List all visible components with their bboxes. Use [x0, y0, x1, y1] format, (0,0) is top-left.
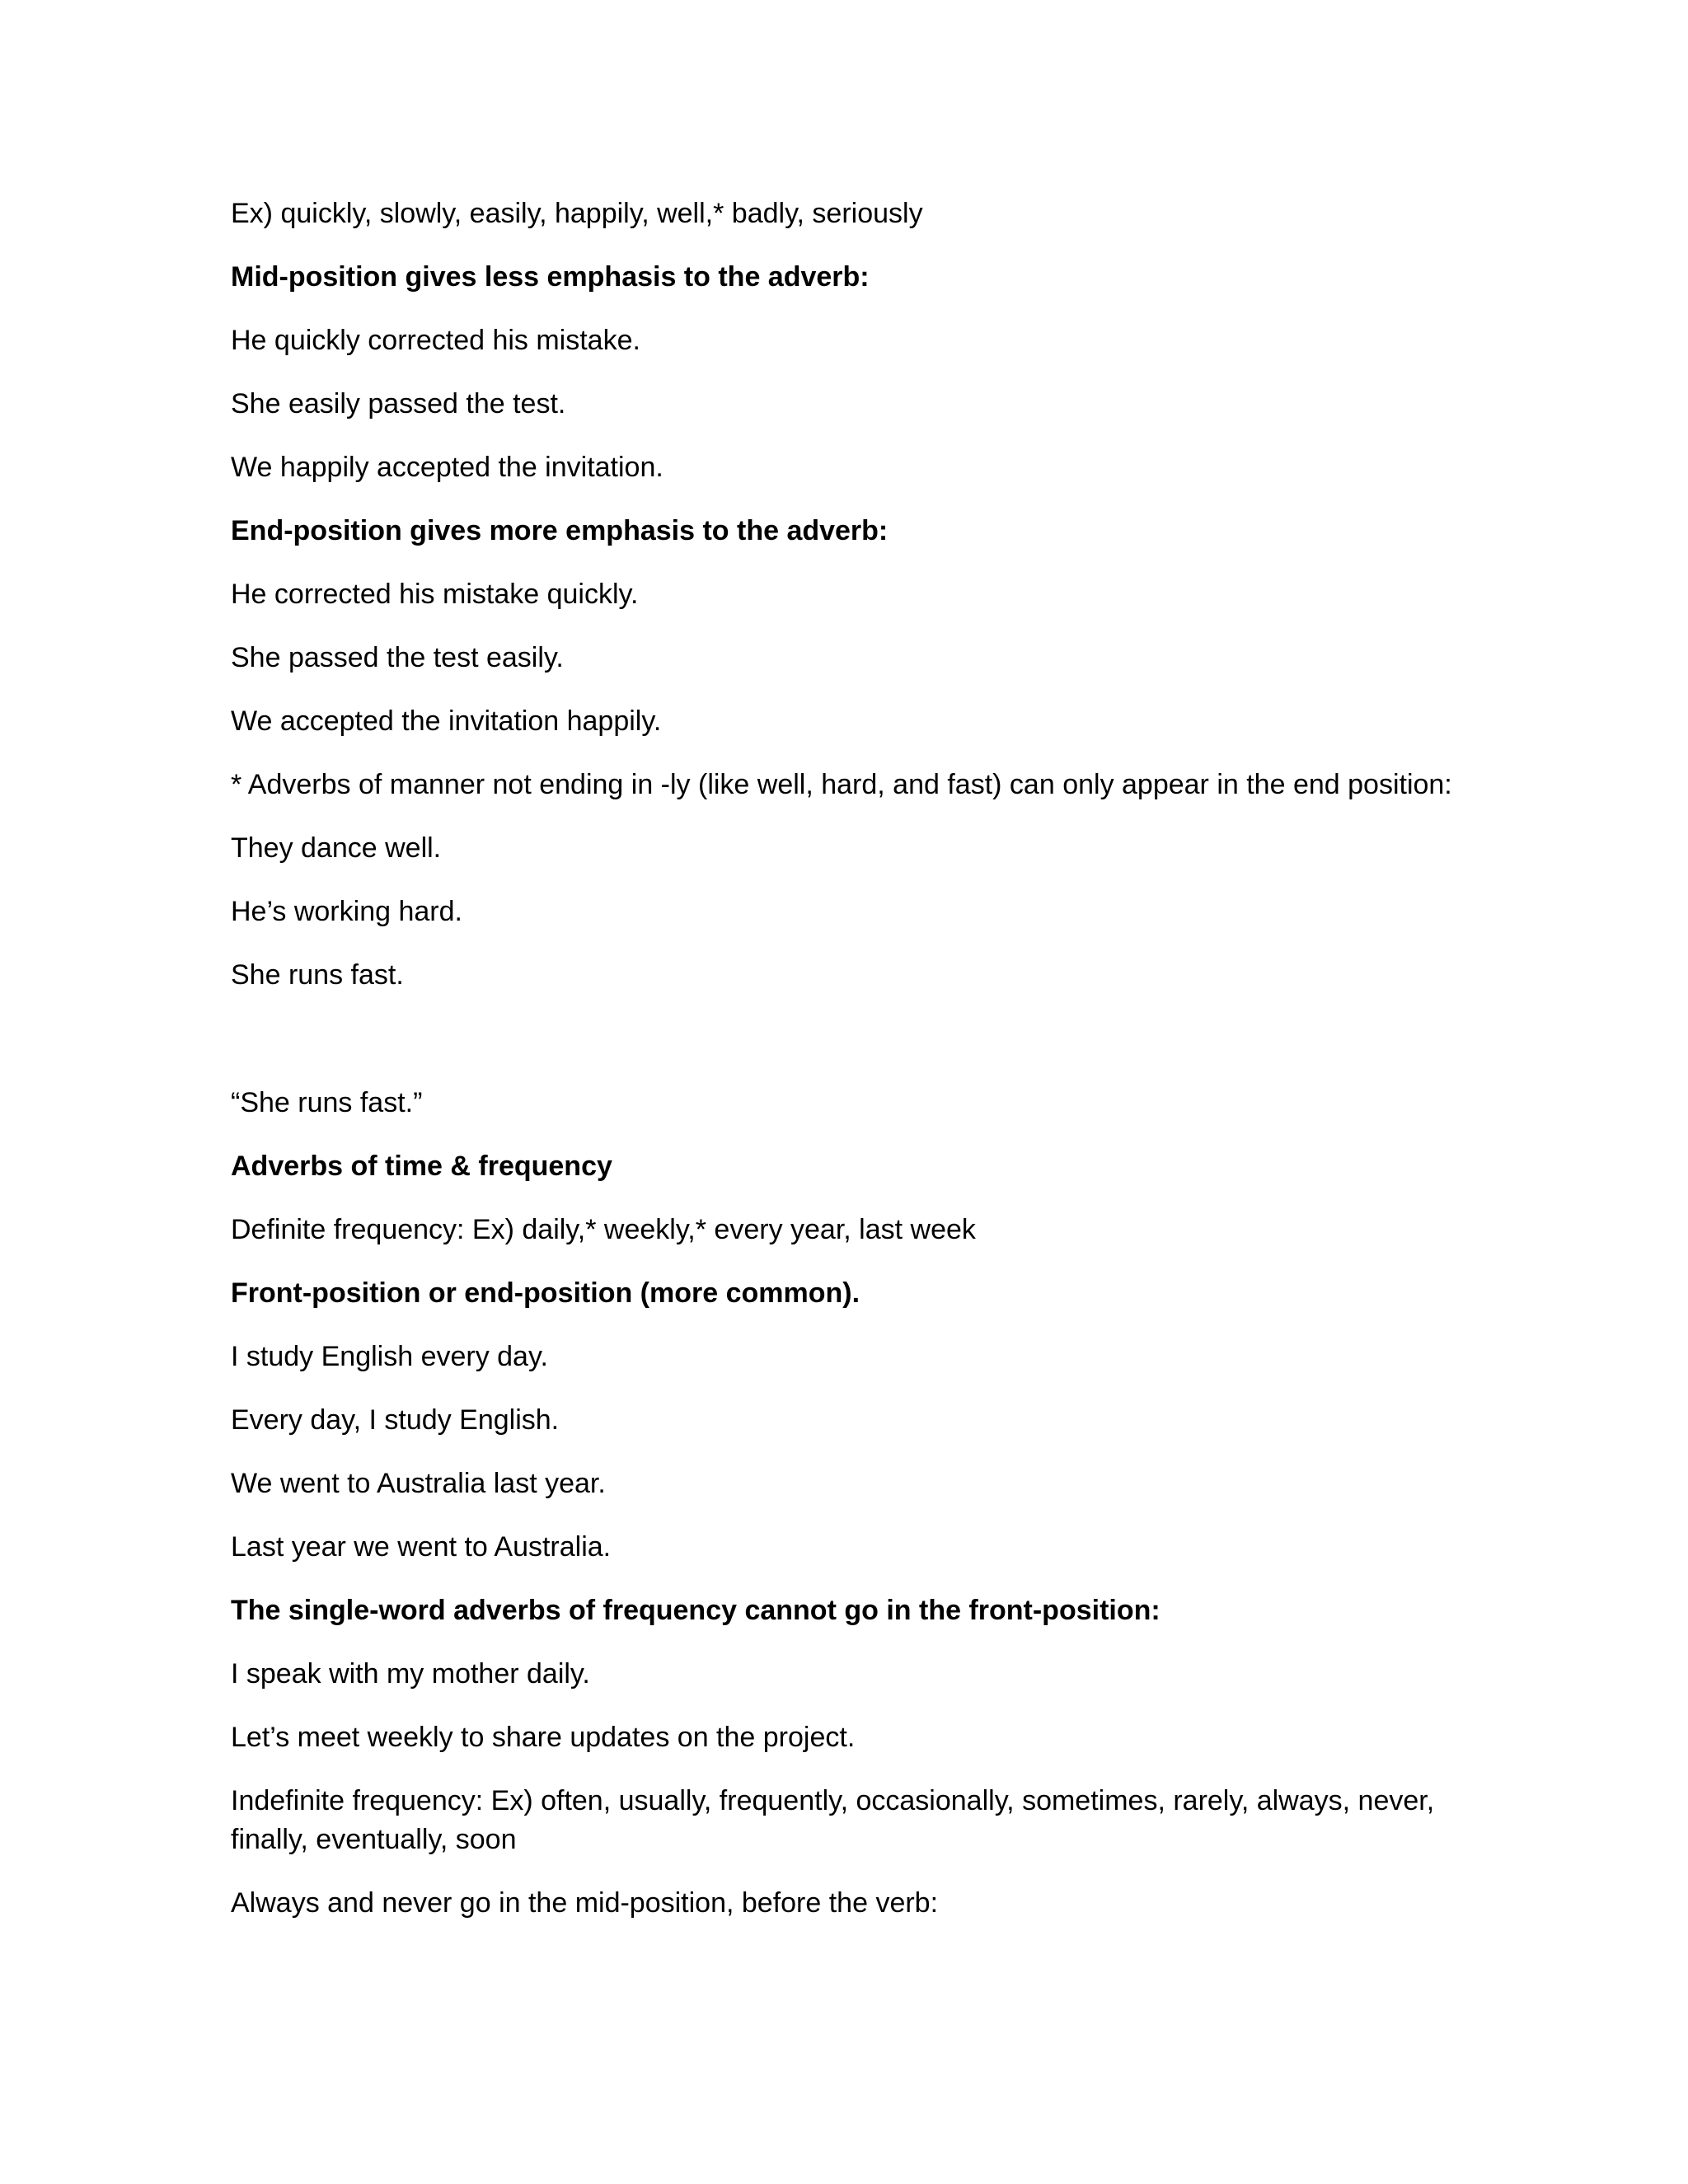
example-sentence: He’s working hard.: [231, 896, 462, 927]
footnote-manner-adverbs: * Adverbs of manner not ending in -ly (like well, hard, and fast) can only appear in the end position:: [231, 769, 1452, 800]
example-sentence: Every day, I study English.: [231, 1404, 560, 1436]
example-sentence: She easily passed the test.: [231, 388, 566, 419]
definite-frequency-line: Definite frequency: Ex) daily,* weekly,* every year, last week: [231, 1214, 976, 1245]
example-sentence: We went to Australia last year.: [231, 1468, 606, 1499]
example-sentence: Let’s meet weekly to share updates on the project.: [231, 1722, 856, 1753]
example-sentence: We happily accepted the invitation.: [231, 452, 663, 483]
document-body: [231, 194, 1467, 1947]
heading-front-end-position: Front-position or end-position (more common).: [231, 1277, 860, 1309]
example-sentence: We accepted the invitation happily.: [231, 705, 662, 737]
example-sentence: I speak with my mother daily.: [231, 1658, 590, 1690]
always-never-rule: Always and never go in the mid-position, before the verb:: [231, 1887, 939, 1919]
example-list-manner: Ex) quickly, slowly, easily, happily, well,* badly, seriously: [231, 198, 923, 229]
heading-time-frequency: Adverbs of time & frequency: [231, 1151, 612, 1182]
example-sentence: They dance well.: [231, 832, 442, 864]
example-sentence: He corrected his mistake quickly.: [231, 579, 639, 610]
example-sentence: Last year we went to Australia.: [231, 1531, 612, 1563]
example-sentence: He quickly corrected his mistake.: [231, 325, 640, 356]
heading-end-position: End-position gives more emphasis to the adverb:: [231, 515, 889, 546]
quoted-sentence: “She runs fast.”: [231, 1087, 423, 1118]
indefinite-frequency-line: Indefinite frequency: Ex) often, usually, frequently, occasionally, sometimes, rarely, always, never, finally, eventually, soon: [231, 1785, 1435, 1855]
heading-single-word-frequency: The single-word adverbs of frequency cannot go in the front-position:: [231, 1595, 1160, 1626]
heading-mid-position: Mid-position gives less emphasis to the adverb:: [231, 261, 870, 293]
example-sentence: She passed the test easily.: [231, 642, 564, 673]
example-sentence: She runs fast.: [231, 959, 404, 991]
blank-space: [231, 1019, 1467, 1084]
example-sentence: I study English every day.: [231, 1341, 548, 1372]
